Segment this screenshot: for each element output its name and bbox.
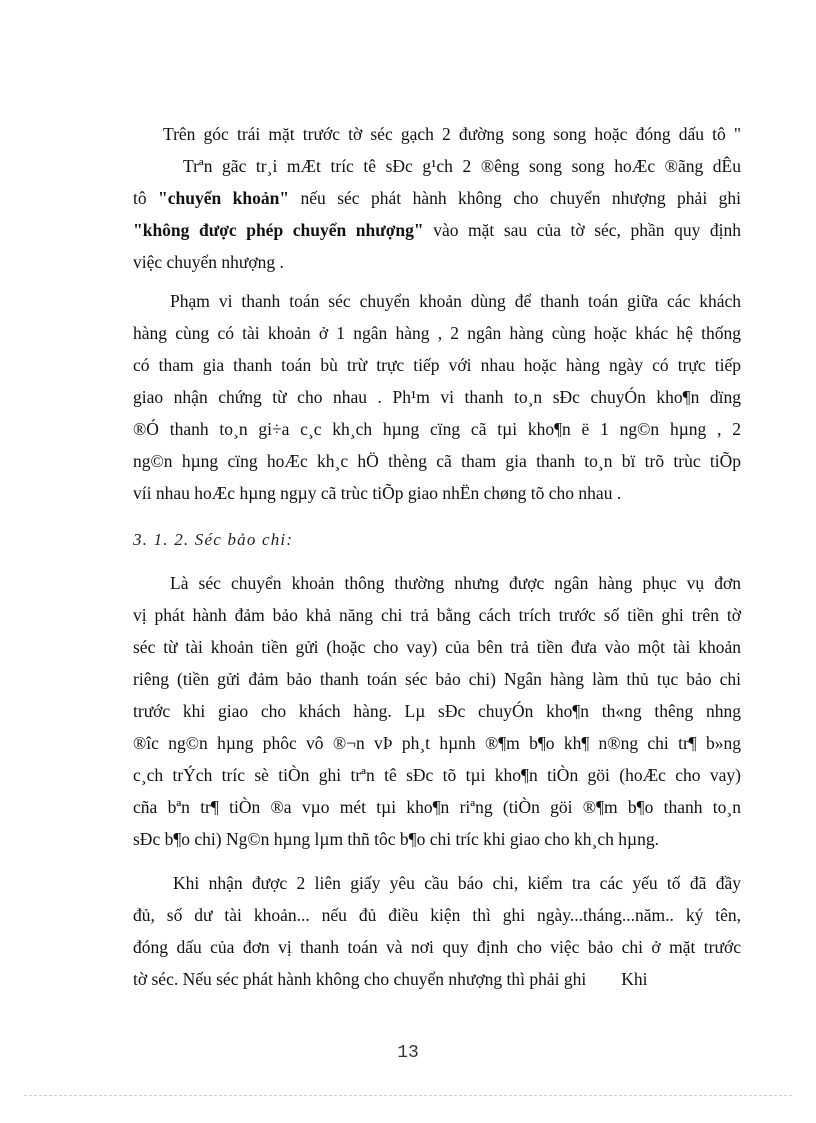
- text-line: ng©n hµng cïng hoÆc kh¸c hÖ thèng cã tham gia thanh to¸n bï trõ trùc tiÕp: [133, 451, 741, 471]
- text-line: ®Ó thanh to¸n gi÷a c¸c kh¸ch hµng cïng cã tµi kho¶n ë 1 ng©n hµng , 2: [133, 419, 741, 439]
- text-line: [133, 214, 741, 246]
- text-line: ®îc ng©n hµng phôc vô ®¬n vÞ ph¸t hµnh ®¶m b¶o kh¶ n®ng chi tr¶ b»ng: [133, 733, 741, 753]
- text-line: Khi nhận được 2 liên giấy yêu cầu báo chi, kiểm tra các yếu tố đã đầy: [173, 873, 741, 893]
- text-line: đủ, số dư tài khoản... nếu đủ điều kiện thì ghi ngày...tháng...năm.. ký tên,: [133, 905, 741, 925]
- text-line: hàng cùng có tài khoản ở 1 ngân hàng , 2 ngân hàng cùng hoặc khác hệ thống: [133, 323, 741, 343]
- text-line: c¸ch trÝch tríc sè tiÒn ghi trªn tê sÐc tõ tµi kho¶n tiÒn göi (hoÆc cho vay): [133, 765, 741, 785]
- paragraph-1: [133, 118, 741, 278]
- text-line: vị phát hành đảm bảo khả năng chi trả bằng cách trích trước số tiền ghi trên tờ: [133, 605, 741, 625]
- text-fragment: vào mặt sau của tờ séc, phần quy định: [423, 220, 741, 240]
- text-line: đóng dấu của đơn vị thanh toán và nơi quy định cho việc bảo chi ở mặt trước: [133, 937, 741, 957]
- bold-term: "không được phép chuyển nhượng": [133, 220, 424, 240]
- bold-term: "chuyển khoản": [158, 188, 290, 208]
- text-line: víi nhau hoÆc hµng ngµy cã trùc tiÕp giao nhËn chøng tõ cho nhau .: [133, 483, 622, 503]
- text-fragment: nếu séc phát hành không cho chuyển nhượng phải ghi: [289, 188, 741, 208]
- text-line: Trªn gãc tr¸i mÆt tríc tê sÐc g¹ch 2 ®êng song song hoÆc ®ãng dÊu: [183, 156, 741, 176]
- text-line: sÐc b¶o chi) Ng©n hµng lµm thñ tôc b¶o chi tríc khi giao cho kh¸ch hµng.: [133, 829, 659, 849]
- text-line: trước khi giao cho khách hàng. Lµ sÐc chuyÓn kho¶n th«ng thêng nhng: [133, 701, 741, 721]
- text-line: giao nhận chứng từ cho nhau . Ph¹m vi thanh to¸n sÐc chuyÓn kho¶n dïng: [133, 387, 741, 407]
- text-line: Phạm vi thanh toán séc chuyển khoản dùng để thanh toán giữa các khách: [170, 291, 741, 311]
- text-line: tờ séc. Nếu séc phát hành không cho chuyển nhượng thì phải ghi Khi: [133, 969, 648, 989]
- text-line: có tham gia thanh toán bù trừ trực tiếp với nhau hoặc hàng ngày có trực tiếp: [133, 355, 741, 375]
- text-line: Trên góc trái mặt trước tờ séc gạch 2 đường song song hoặc đóng dấu tô ": [163, 124, 741, 144]
- section-heading: 3. 1. 2. Séc bảo chi:: [133, 530, 294, 549]
- text-line: việc chuyển nhượng .: [133, 252, 284, 272]
- text-fragment: tô: [133, 188, 159, 208]
- text-line: Là séc chuyển khoản thông thường nhưng được ngân hàng phục vụ đơn: [170, 573, 741, 593]
- text-line: séc từ tài khoản tiền gửi (hoặc cho vay) của bên trả tiền đưa vào một tài khoản: [133, 637, 741, 657]
- footer-divider: [24, 1095, 792, 1096]
- paragraph-3: [133, 567, 741, 855]
- page-number: 13: [397, 1043, 419, 1063]
- text-line: riêng (tiền gửi đảm bảo thanh toán séc bảo chi) Ngân hàng làm thủ tục bảo chi: [133, 669, 741, 689]
- text-line: [133, 182, 741, 214]
- paragraph-4: [133, 867, 741, 995]
- text-line: cña bªn tr¶ tiÒn ®a vµo mét tµi kho¶n riªng (tiÒn göi ®¶m b¶o thanh to¸n: [133, 797, 741, 817]
- paragraph-2: [133, 285, 741, 509]
